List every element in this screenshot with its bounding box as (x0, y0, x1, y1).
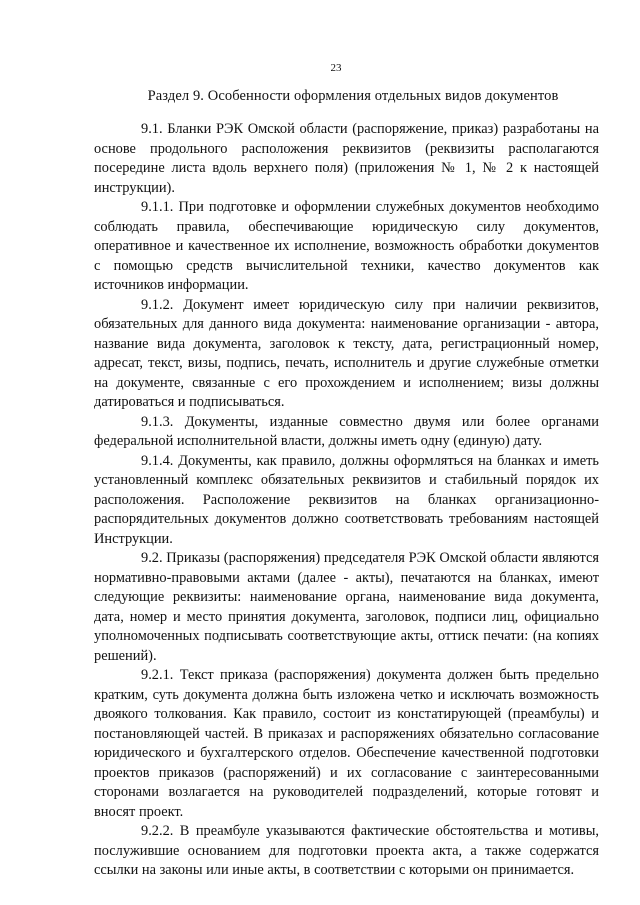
paragraph-9-1-4: 9.1.4. Документы, как правило, должны оформляться на бланках и иметь установленный комплекс обязательных реквизитов и стабильный порядок их расположения. Расположение реквизитов на бланках организационно-распорядительных документов должно соответствовать требованиям настоящей Инструкции. (94, 452, 599, 547)
document-body (94, 120, 599, 881)
paragraph-9-2-1: 9.2.1. Текст приказа (распоряжения) документа должен быть предельно кратким, суть документа должна быть изложена четко и исключать возможность двоякого толкования. Как правило, состоит из констатирующей (преамбулы) и постановляющей частей. В приказах и распоряжениях обязательно согласование юридического и бухгалтерского отделов. Обеспечение качественной подготовки проектов приказов (распоряжений) и их согласование с заинтересованными сторонами возлагается на руководителей подразделений, которые готовят и вносят проект. (94, 667, 599, 820)
paragraph-9-1: 9.1. Бланки РЭК Омской области (распоряжение, приказ) разработаны на основе продольного расположения реквизитов (реквизиты располагаются посередине листа вдоль верхнего поля) (приложения № 1, № 2 к настоящей инструкции). (94, 121, 599, 196)
paragraph-9-2-2: 9.2.2. В преамбуле указываются фактические обстоятельства и мотивы, послужившие основанием для подготовки проекта акта, а также содержатся ссылки на законы или иные акты, в соответствии с которыми он принимается. (94, 823, 599, 878)
section-heading: Раздел 9. Особенности оформления отдельных видов документов (147, 88, 559, 104)
page-number: 23 (330, 62, 342, 74)
paragraph-9-1-2: 9.1.2. Документ имеет юридическую силу при наличии реквизитов, обязательных для данного вида документа: наименование организации - автора, название вида документа, заголовок к тексту, дата, регистрационный номер, адресат, текст, визы, подпись, печать, исполнитель и другие служебные отметки на документе, связанные с его прохождением и исполнением; визы должны датироваться и подписываться. (94, 296, 599, 410)
paragraph-9-1-1: 9.1.1. При подготовке и оформлении служебных документов необходимо соблюдать правила, обеспечивающие юридическую силу документов, оперативное и качественное их исполнение, возможность обработки документов с помощью средств вычислительной техники, качество документов как источников информации. (94, 199, 599, 293)
paragraph-9-1-3: 9.1.3. Документы, изданные совместно двумя или более органами федеральной исполнительной власти, должны иметь одну (единую) дату. (94, 413, 599, 449)
paragraph-9-2: 9.2. Приказы (распоряжения) председателя РЭК Омской области являются нормативно-правовыми актами (далее - акты), печатаются на бланках, имеют следующие реквизиты: наименование органа, наименование вида документа, дата, номер и место принятия документа, заголовок, подписи лиц, официально уполномоченных подписывать соответствующие акты, оттиск печати: (на копиях решений). (94, 550, 599, 664)
